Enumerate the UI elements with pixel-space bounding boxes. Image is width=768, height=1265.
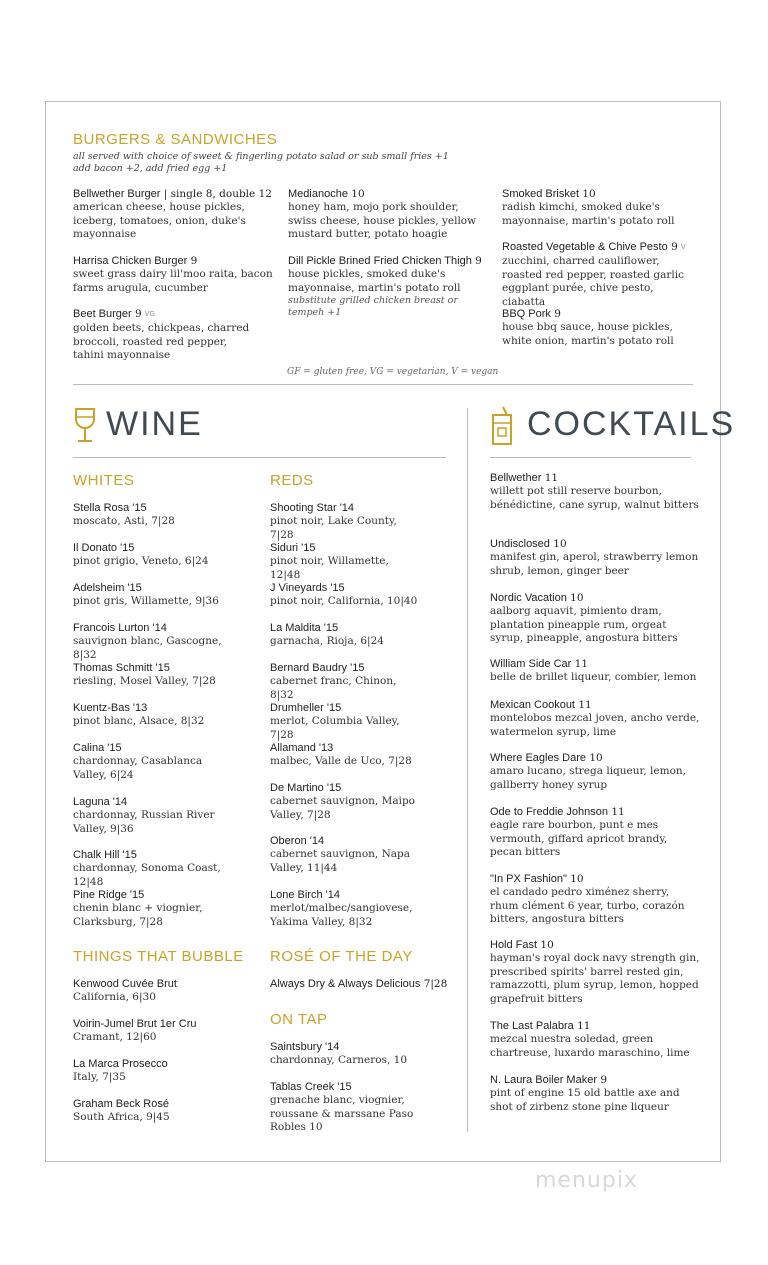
menu-item: Lone Birch '14 merlot/malbec/sangiovese, Yakima Valley, 8|32: [270, 889, 413, 928]
menu-item: Kuentz-Bas '13 pinot blanc, Alsace, 8|32: [73, 702, 205, 727]
menu-item: Tablas Creek '15 grenache blanc, viognier, roussane & marssane Paso Robles 10: [270, 1081, 414, 1133]
burgers-addons: add bacon +2, add fried egg +1: [73, 163, 228, 174]
menu-item: Bernard Baudry '15 cabernet franc, Chinon, 8|32: [270, 662, 397, 701]
cocktails-rule: [490, 457, 691, 458]
wine-rule: [73, 457, 446, 458]
menu-item: Adelsheim '15 pinot gris, Willamette, 9|36: [73, 582, 219, 607]
burger-item: Harrisa Chicken Burger 9 sweet grass dairy lil'moo raita, bacon farms arugula, cucumber: [73, 255, 273, 294]
menu-item: Stella Rosa '15 moscato, Asti, 7|28: [73, 502, 175, 527]
menu-item: Thomas Schmitt '15 riesling, Mosel Valley, 7|28: [73, 662, 216, 687]
menu-item: La Marca Prosecco Italy, 7|35: [73, 1058, 168, 1083]
wine-glass-icon: [73, 407, 97, 445]
reds-heading: REDS: [270, 472, 314, 489]
menu-item: De Martino '15 cabernet sauvignon, Maipo Valley, 7|28: [270, 782, 415, 821]
cocktail-glass-icon: [490, 406, 516, 446]
watermark: menupix: [535, 1168, 638, 1193]
menu-item: Kenwood Cuvée Brut California, 6|30: [73, 978, 177, 1003]
menu-item: Allamand '13 malbec, Valle de Uco, 7|28: [270, 742, 412, 767]
menu-item: Ode to Freddie Johnson 11 eagle rare bourbon, punt e mes vermouth, giffard apricot brandy, pecan bitters: [490, 806, 668, 858]
menu-item: N. Laura Boiler Maker 9 pint of engine 15 old battle axe and shot of zirbenz stone pine liqueur: [490, 1074, 680, 1113]
cocktails-heading: COCKTAILS: [527, 405, 736, 443]
menu-item: William Side Car 11 belle de brillet liqueur, combier, lemon: [490, 658, 697, 683]
rose-item: Always Dry & Always Delicious 7|28: [270, 978, 448, 990]
menu-item: Shooting Star '14 pinot noir, Lake County, 7|28: [270, 502, 397, 541]
burger-item: BBQ Pork 9 house bbq sauce, house pickles, white onion, martin's potato roll: [502, 308, 674, 347]
menu-item: Laguna '14 chardonnay, Russian River Valley, 9|36: [73, 796, 215, 835]
burger-item: Smoked Brisket 10 radish kimchi, smoked duke's mayonnaise, martin's potato roll: [502, 188, 675, 227]
menu-item: Nordic Vacation 10 aalborg aquavit, pimiento dram, plantation pineapple rum, orgeat syrup, pineapple, angostura bitters: [490, 592, 678, 644]
burger-item: Roasted Vegetable & Chive Pesto 9 V zucchini, charred cauliflower, roasted red pepper, roasted garlic eggplant purée, chive pesto, ciabatta: [502, 241, 686, 308]
burger-item: Bellwether Burger | single 8, double 12 american cheese, house pickles, iceberg, tomatoes, onion, duke's mayonnaise: [73, 188, 272, 240]
menu-item: Undisclosed 10 manifest gin, aperol, strawberry lemon shrub, lemon, ginger beer: [490, 538, 699, 577]
menu-item: Chalk Hill '15 chardonnay, Sonoma Coast, 12|48: [73, 849, 221, 888]
menu-item: Hold Fast 10 hayman's royal dock navy strength gin, prescribed spirits' barrel rested gin, ramazzotti, plum syrup, lemon, hopped grapefruit bitters: [490, 939, 700, 1005]
burger-item: Medianoche 10 honey ham, mojo pork shoulder, swiss cheese, house pickles, yellow mustard butter, potato hoagie: [288, 188, 477, 240]
tap-heading: ON TAP: [270, 1011, 328, 1028]
menu-item: Francois Lurton '14 sauvignon blanc, Gascogne, 8|32: [73, 622, 222, 661]
menu-item: Drumheller '15 merlot, Columbia Valley, 7|28: [270, 702, 400, 741]
menu-item: Voirin-Jumel Brut 1er Cru Cramant, 12|60: [73, 1018, 197, 1043]
menu-item: Where Eagles Dare 10 amaro lucano, strega liqueur, lemon, gallberry honey syrup: [490, 752, 687, 791]
column-divider: [467, 408, 468, 1132]
menu-item: Siduri '15 pinot noir, Willamette, 12|48: [270, 542, 389, 581]
menu-item: La Maldita '15 garnacha, Rioja, 6|24: [270, 622, 384, 647]
burger-item: Beet Burger 9 VG golden beets, chickpeas, charred broccoli, roasted red pepper, tahini mayonnaise: [73, 308, 250, 361]
menu-item: Graham Beck Rosé South Africa, 9|45: [73, 1098, 170, 1123]
burger-item: Dill Pickle Brined Fried Chicken Thigh 9 house pickles, smoked duke's mayonnaise, martin's potato roll substitute grilled chicken breast or tempeh +1: [288, 255, 482, 318]
menu-item: Il Donato '15 pinot grigio, Veneto, 6|24: [73, 542, 209, 567]
menu-item: Oberon '14 cabernet sauvignon, Napa Valley, 11|44: [270, 835, 411, 874]
wine-heading: WINE: [106, 405, 203, 443]
diet-legend: GF = gluten free, VG = vegetarian, V = vegan: [287, 367, 499, 377]
menu-item: Mexican Cookout 11 montelobos mezcal joven, ancho verde, watermelon syrup, lime: [490, 699, 700, 738]
burgers-heading: BURGERS & SANDWICHES: [73, 131, 278, 148]
burgers-note: all served with choice of sweet & fingerling potato salad or sub small fries +1: [73, 151, 449, 162]
menu-item: Calina '15 chardonnay, Casablanca Valley, 6|24: [73, 742, 203, 781]
menu-item: Saintsbury '14 chardonnay, Carneros, 10: [270, 1041, 408, 1066]
divider: [73, 384, 693, 385]
menu-item: J Vineyards '15 pinot noir, California, 10|40: [270, 582, 418, 607]
menu-item: Pine Ridge '15 chenin blanc + viognier, Clarksburg, 7|28: [73, 889, 203, 928]
menu-item: The Last Palabra 11 mezcal nuestra soledad, green chartreuse, luxardo maraschino, lime: [490, 1020, 690, 1059]
whites-heading: WHITES: [73, 472, 135, 489]
bubble-heading: THINGS THAT BUBBLE: [73, 948, 244, 965]
menu-item: Bellwether 11 willett pot still reserve bourbon, bénédictine, cane syrup, walnut bitters: [490, 472, 699, 511]
menu-item: "In PX Fashion" 10 el candado pedro ximénez sherry, rhum clément 6 year, turbo, corazón bitters, angostura bitters: [490, 873, 685, 925]
rose-heading: ROSÉ OF THE DAY: [270, 948, 413, 965]
